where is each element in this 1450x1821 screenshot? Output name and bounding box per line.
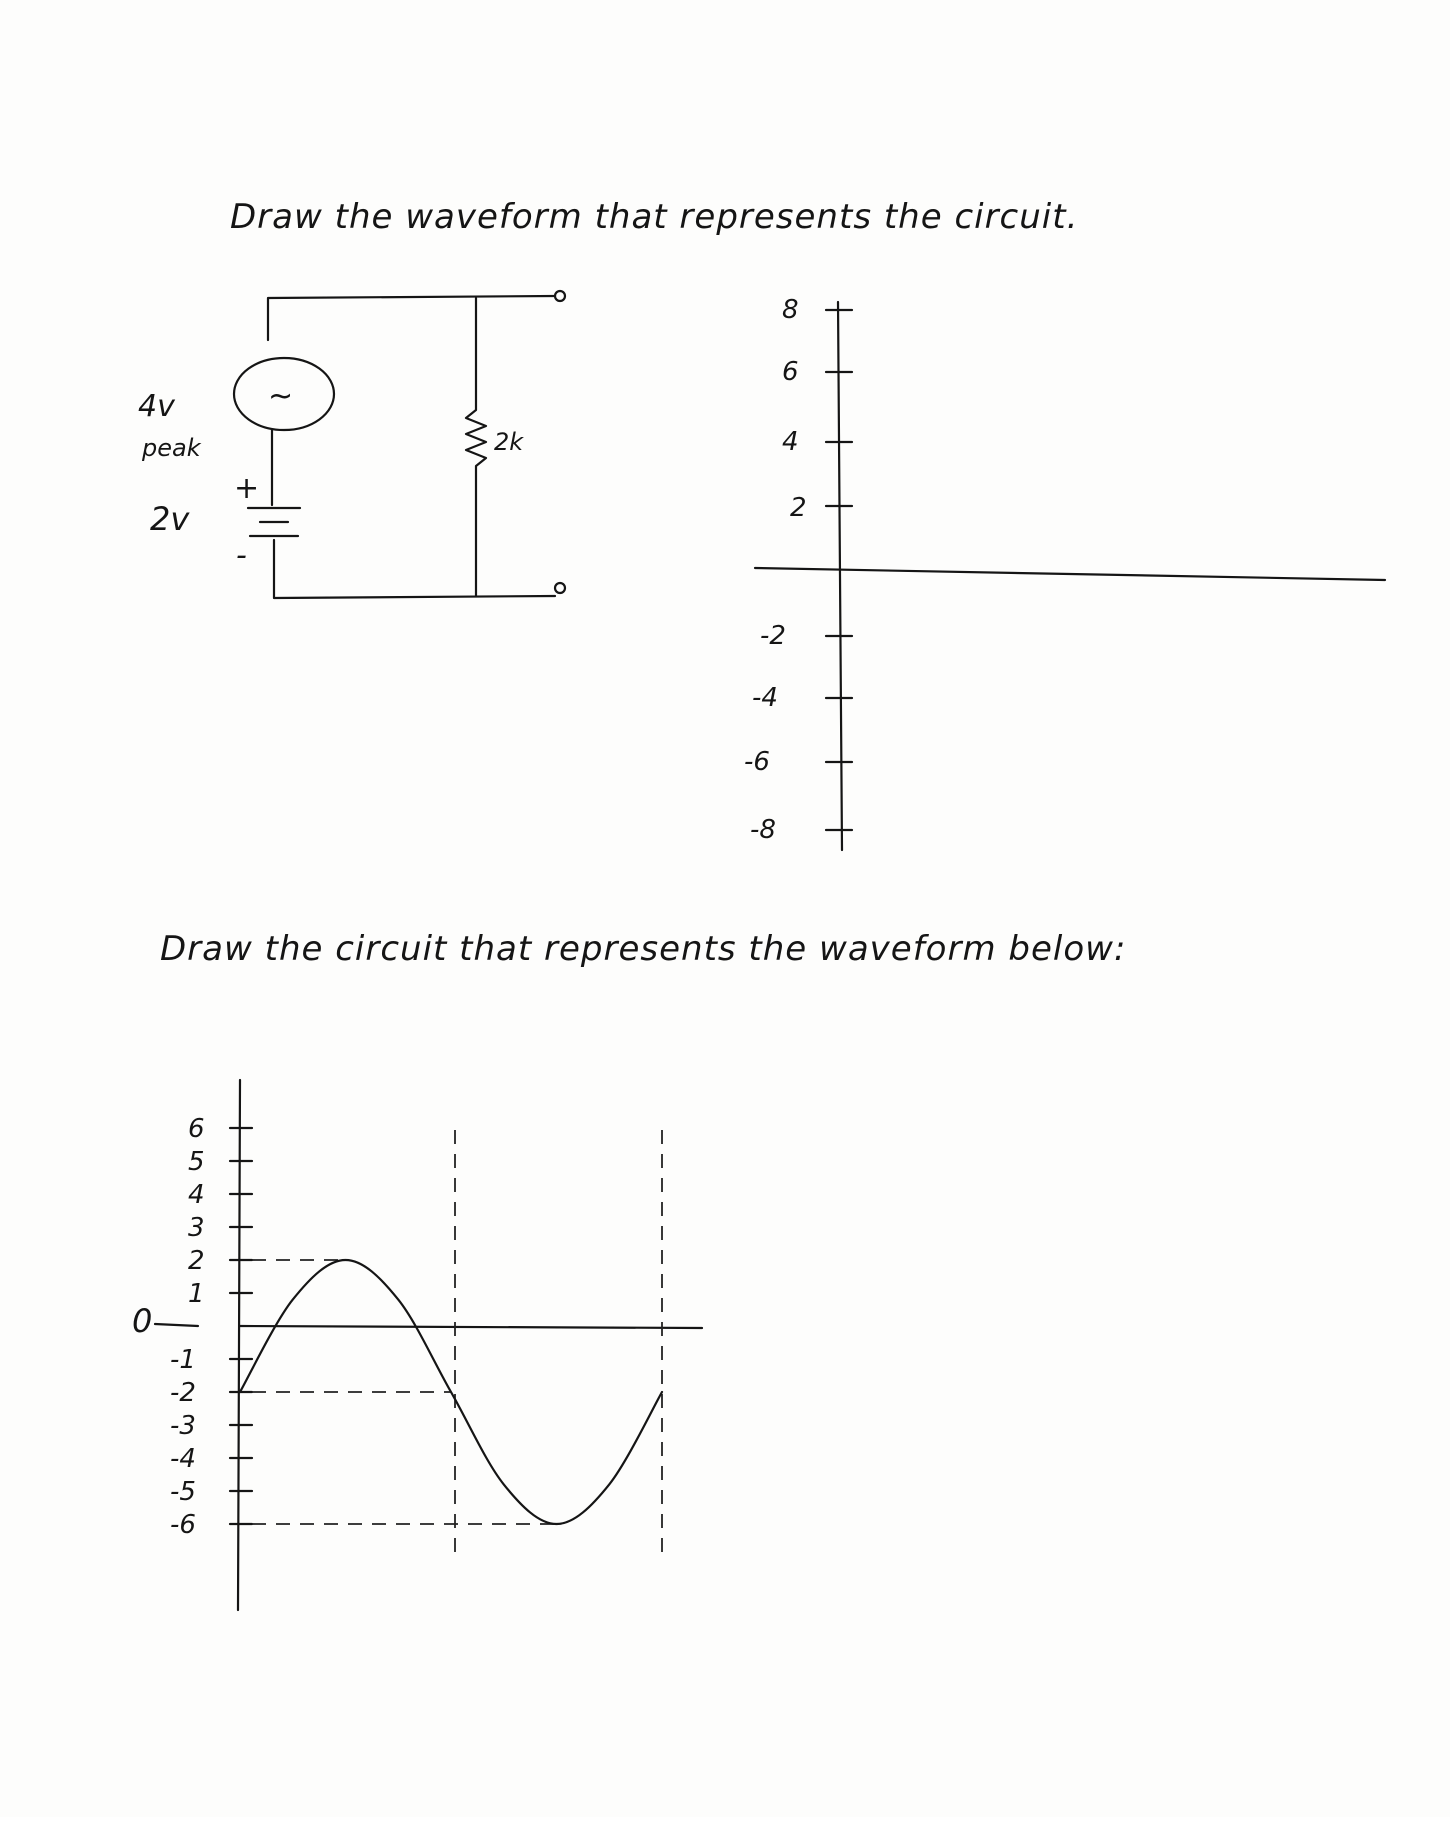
empty-graph-x-axis — [755, 568, 1385, 580]
y-tick-label: 3 — [188, 1213, 205, 1243]
waveform-x-axis — [240, 1326, 702, 1328]
output-terminal-bottom — [555, 583, 565, 593]
ac-source-tilde: ~ — [268, 379, 294, 414]
circuit-diagram — [138, 291, 565, 598]
y-tick-label: -4 — [170, 1444, 196, 1474]
tick-label-neg6: -6 — [744, 747, 770, 777]
bottom-wire — [274, 540, 555, 598]
origin-lead — [155, 1324, 198, 1326]
empty-graph — [744, 295, 1385, 850]
tick-label-2: 2 — [790, 493, 807, 523]
source-amplitude-label: 4v — [138, 389, 175, 424]
tick-label-4: 4 — [782, 427, 799, 457]
y-tick-label: 1 — [188, 1279, 205, 1309]
battery-plus-sign: + — [234, 471, 260, 506]
resistor-label: 2k — [494, 428, 524, 456]
y-tick-label: -6 — [170, 1510, 196, 1540]
top-instruction: Draw the waveform that represents the circuit. — [230, 197, 1079, 237]
tick-label-neg4: -4 — [752, 683, 778, 713]
battery-minus-sign: - — [236, 538, 247, 573]
y-tick-label: 4 — [188, 1180, 205, 1210]
y-tick-label: 6 — [188, 1114, 205, 1144]
tick-label-neg8: -8 — [750, 815, 776, 845]
tick-label-6: 6 — [782, 357, 799, 387]
y-tick-label: 2 — [188, 1246, 205, 1276]
waveform-y-axis — [238, 1080, 240, 1610]
y-tick-label: 5 — [188, 1147, 205, 1177]
y-tick-label: -5 — [170, 1477, 196, 1507]
source-peak-label: peak — [142, 434, 201, 462]
y-tick-label: -3 — [170, 1411, 196, 1441]
top-wire — [268, 296, 555, 340]
y-tick-label: -1 — [170, 1345, 196, 1375]
empty-graph-y-axis — [838, 302, 842, 850]
tick-label-8: 8 — [782, 295, 799, 325]
origin-label: 0 — [132, 1302, 153, 1340]
resistor-2k — [466, 298, 486, 596]
waveform-axes — [238, 1080, 702, 1610]
battery-voltage-label: 2v — [150, 500, 190, 538]
bottom-instruction: Draw the circuit that represents the waveform below: — [160, 929, 1127, 969]
tick-label-neg2: -2 — [760, 621, 786, 651]
output-terminal-top — [555, 291, 565, 301]
waveform-chart — [132, 1080, 702, 1610]
y-tick-label: -2 — [170, 1378, 196, 1408]
